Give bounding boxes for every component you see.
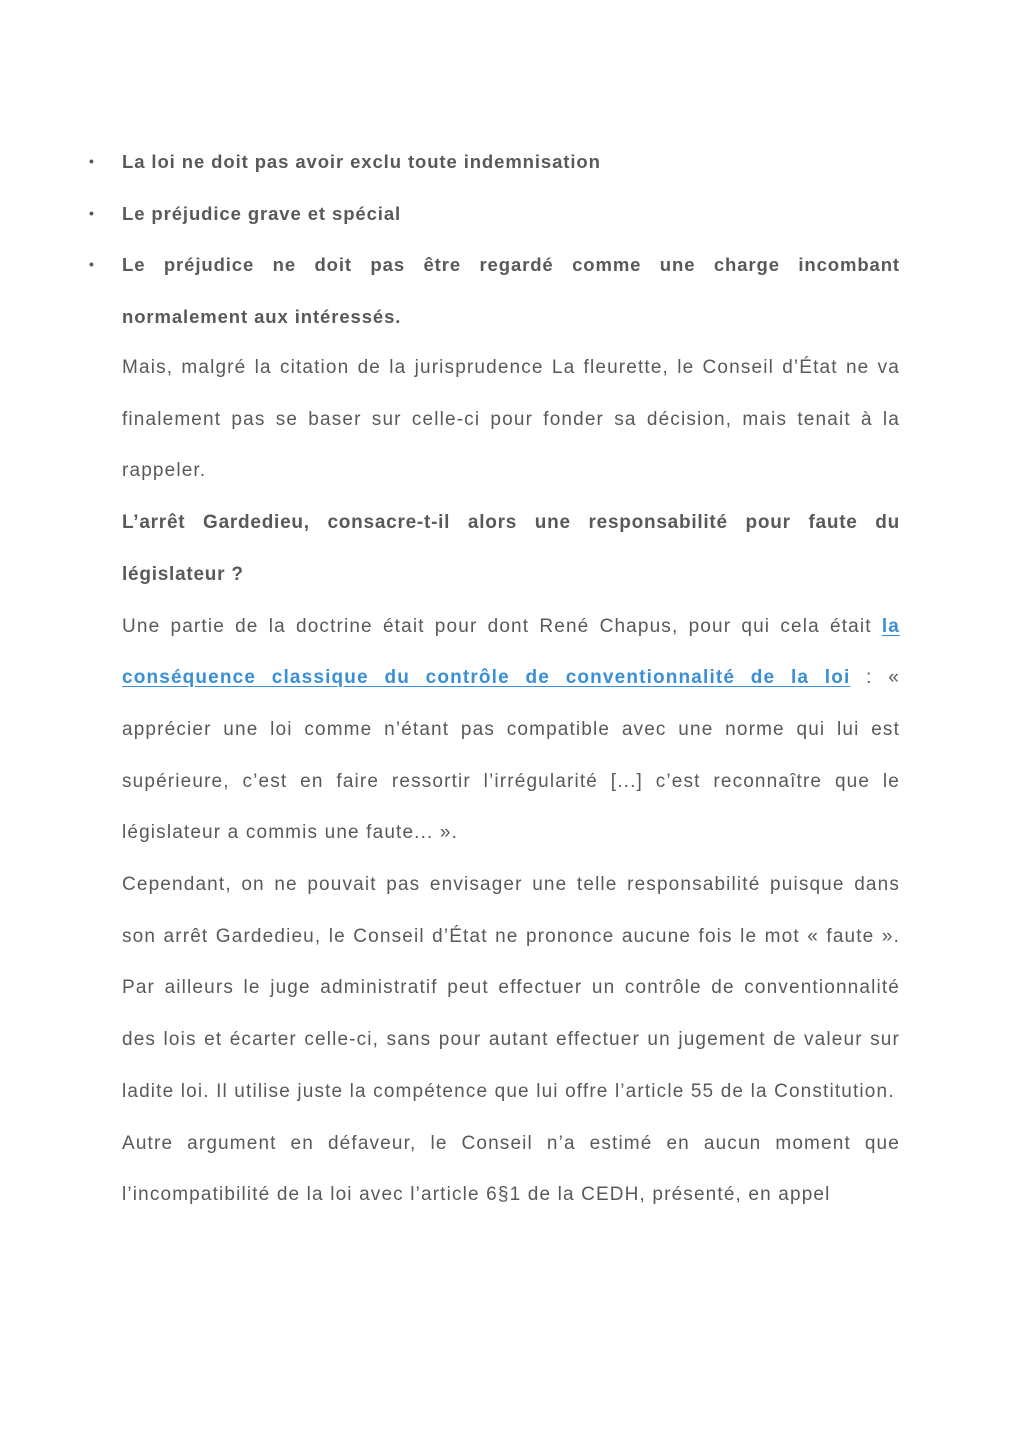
conventionality-link[interactable]: la conséquence classique du contrôle de conventionnalité de la loi bbox=[122, 615, 900, 689]
body-text bbox=[122, 342, 900, 1221]
paragraph: Mais, malgré la citation de la jurisprudence La fleurette, le Conseil d’État ne va finalement pas se baser sur celle-ci pour fonder sa décision, mais tenait à la rappeler. bbox=[122, 357, 900, 482]
paragraph-text: : « apprécier une loi comme n’étant pas compatible avec une norme qui lui est supérieure, c’est en faire ressortir l’irrégularité [...] c’est reconnaître que le législateur a commis une faute... ». bbox=[122, 667, 900, 844]
paragraph: Cependant, on ne pouvait pas envisager une telle responsabilité puisque dans son arrêt Gardedieu, le Conseil d’État ne prononce aucune fois le mot « faute ». Par ailleurs le juge administratif peut effectuer un contrôle de conventionnalité des lois et écarter celle-ci, sans pour autant effectuer un jugement de valeur sur ladite loi. Il utilise juste la compétence que lui offre l’article 55 de la Constitution. bbox=[122, 874, 900, 1102]
list-item-text: Le préjudice ne doit pas être regardé comme une charge incombant normalement aux intéressés. bbox=[122, 254, 900, 328]
paragraph bbox=[122, 601, 900, 860]
paragraph: Autre argument en défaveur, le Conseil n’a estimé en aucun moment que l’incompatibilité de la loi avec l’article 6§1 de la CEDH, présenté, en appel bbox=[122, 1132, 900, 1206]
criteria-list bbox=[0, 136, 1023, 343]
bullet-icon: • bbox=[89, 256, 95, 273]
list-item bbox=[0, 136, 900, 188]
list-item-text: La loi ne doit pas avoir exclu toute indemnisation bbox=[122, 151, 601, 172]
list-item-text: Le préjudice grave et spécial bbox=[122, 202, 402, 224]
bullet-icon: • bbox=[89, 204, 95, 221]
list-item bbox=[0, 239, 900, 342]
paragraph-text: Une partie de la doctrine était pour dont René Chapus, pour qui cela était bbox=[122, 615, 882, 637]
question-heading: L’arrêt Gardedieu, consacre-t-il alors une responsabilité pour faute du législateur ? bbox=[122, 512, 900, 585]
bullet-icon: • bbox=[89, 153, 95, 169]
list-item bbox=[0, 188, 900, 240]
